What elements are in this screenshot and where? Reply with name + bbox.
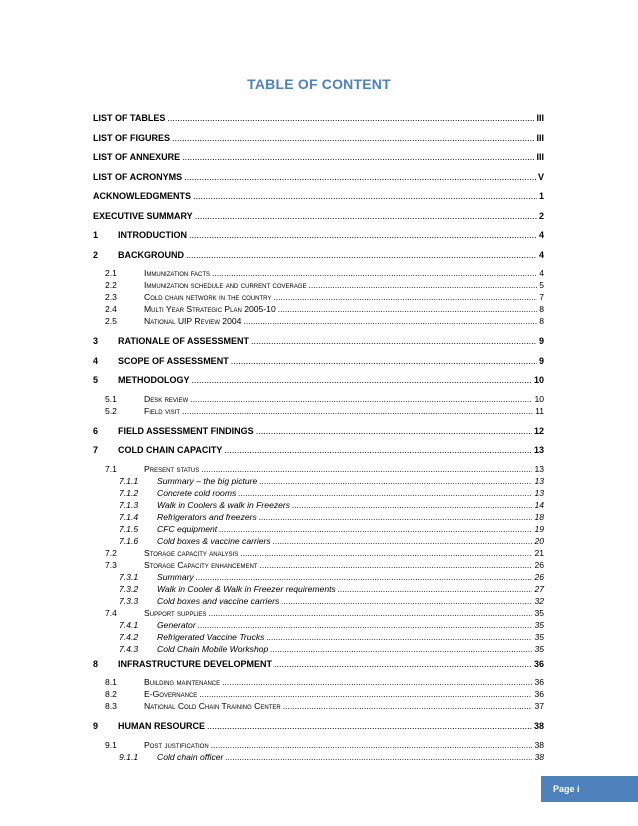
toc-entry[interactable] (93, 739, 544, 751)
toc-entry-label: CFC equipment (157, 523, 218, 534)
toc-entry-number: 8.1 (105, 677, 117, 687)
toc-entry[interactable] (93, 499, 544, 511)
toc-entry-label: SCOPE OF ASSESSMENT (118, 355, 229, 366)
toc-entry[interactable] (93, 607, 544, 619)
toc-dot-leader (273, 291, 537, 303)
toc-entry-number: 7.3.3 (119, 595, 139, 606)
toc-entry-label: METHODOLOGY (118, 375, 190, 385)
toc-entry-label: Cold chain network in the country (144, 292, 272, 302)
toc-entry-label: Desk review (144, 393, 189, 404)
toc-entry-label: Cold boxes and vaccine carriers (157, 595, 280, 606)
toc-dot-leader (198, 619, 533, 631)
toc-dot-leader (212, 267, 537, 279)
toc-entry[interactable] (93, 463, 544, 475)
toc-entry-page: 18 (534, 511, 544, 522)
toc-entry[interactable] (93, 405, 544, 417)
toc-dot-leader (211, 739, 533, 751)
toc-entry-label: Summary (157, 571, 194, 582)
toc-entry-number: 5.2 (105, 405, 117, 416)
toc-entry[interactable] (93, 315, 544, 327)
toc-dot-leader (251, 332, 537, 352)
toc-entry-label: Storage capacity analysis (144, 547, 239, 558)
toc-dot-leader (260, 559, 533, 571)
toc-entry-number: 7.1 (105, 463, 117, 474)
toc-entry-label: HUMAN RESOURCE (118, 721, 206, 731)
toc-dot-leader (256, 422, 532, 442)
toc-entry-label: Storage Capacity enhancement (144, 559, 258, 570)
toc-entry-number: 3 (93, 336, 99, 346)
toc-entry-label: E-Governance (144, 689, 198, 699)
toc-entry-label: Immunization facts (144, 268, 210, 278)
toc-dot-leader (238, 487, 532, 499)
toc-dot-leader (224, 441, 532, 461)
toc-entry-label: Field visit (144, 405, 180, 416)
toc-entry-label: COLD CHAIN CAPACITY (118, 445, 223, 455)
toc-dot-leader (278, 303, 537, 315)
toc-dot-leader (281, 595, 532, 607)
toc-dot-leader (274, 655, 532, 675)
toc-dot-leader (167, 109, 534, 129)
toc-entry-page: 13 (534, 475, 544, 486)
toc-entry-page: 13 (533, 445, 544, 455)
toc-entry-page: 35 (534, 619, 544, 630)
toc-dot-leader (283, 700, 533, 712)
toc-entry-number: 8 (93, 658, 99, 669)
toc-entry-number: 7.4.3 (119, 643, 139, 654)
toc-entry-label: Generator (157, 619, 196, 630)
toc-entry[interactable] (93, 332, 544, 352)
toc-entry-page: III (536, 152, 544, 162)
toc-entry-label: Walk in Cooler & Walk in Freezer requirements (157, 583, 336, 594)
toc-dot-leader (208, 607, 532, 619)
toc-dot-leader (182, 405, 533, 417)
toc-entry-label: Refrigerators and freezers (157, 511, 257, 522)
toc-entry-label: Cold chain officer (157, 751, 224, 762)
toc-entry-number: 2.4 (105, 304, 117, 314)
toc-entry-page: 35 (534, 643, 544, 654)
toc-entry-page: 26 (534, 571, 544, 582)
toc-entry[interactable] (93, 279, 544, 291)
toc-entry[interactable] (93, 187, 544, 207)
toc-entry-number: 7 (93, 445, 99, 455)
toc-entry[interactable] (93, 291, 544, 303)
toc-entry-label: LIST OF ANNEXURE (93, 152, 181, 162)
toc-dot-leader (309, 279, 538, 291)
toc-entry-label: National Cold Chain Training Center (144, 701, 281, 711)
toc-entry-number: 5.1 (105, 393, 117, 404)
toc-dot-leader (240, 547, 532, 559)
toc-entry-number: 4 (93, 355, 99, 366)
toc-dot-leader (222, 676, 532, 688)
toc-entry-label: Post justification (144, 739, 209, 750)
toc-entry-page: 14 (534, 499, 544, 510)
toc-entry-label: Multi Year Strategic Plan 2005-10 (144, 304, 276, 314)
toc-dot-leader (259, 511, 533, 523)
toc-dot-leader (219, 523, 532, 535)
toc-entry-number: 2.1 (105, 268, 117, 278)
toc-entry[interactable] (93, 643, 544, 655)
toc-entry[interactable] (93, 595, 544, 607)
toc-entry-number: 7.4.1 (119, 619, 139, 630)
toc-dot-leader (270, 643, 532, 655)
toc-entry-page: 27 (534, 583, 544, 594)
toc-entry-label: ACKNOWLEDGMENTS (93, 191, 191, 201)
toc-dot-leader (338, 583, 533, 595)
toc-dot-leader (259, 475, 532, 487)
toc-entry-number: 7.3.2 (119, 583, 139, 594)
toc-entry[interactable] (93, 619, 544, 631)
toc-entry[interactable] (93, 655, 544, 675)
toc-entry[interactable] (93, 535, 544, 547)
toc-entry[interactable] (93, 148, 544, 168)
toc-entry-page: 35 (534, 631, 544, 642)
toc-entry-label: INTRODUCTION (118, 230, 187, 240)
toc-dot-leader (190, 393, 532, 405)
toc-entry-page: 2 (538, 210, 544, 221)
toc-entry-label: INFRASTRUCTURE DEVELOPMENT (118, 658, 273, 669)
toc-entry[interactable] (93, 168, 544, 188)
toc-entry[interactable] (93, 717, 544, 737)
toc-dot-leader (201, 463, 532, 475)
page-title: TABLE OF CONTENT (247, 76, 391, 92)
toc-dot-leader (231, 352, 537, 372)
toc-entry-label: LIST OF FIGURES (93, 132, 171, 143)
toc-entry-number: 7.3 (105, 559, 117, 570)
toc-dot-leader (243, 315, 537, 327)
toc-entry-page: 1 (538, 191, 544, 201)
toc-dot-leader (189, 226, 537, 246)
toc-entry[interactable] (93, 487, 544, 499)
toc-entry-page: 19 (534, 523, 544, 534)
toc-entry-label: Summary – the big picture (157, 475, 258, 486)
toc-dot-leader (182, 148, 534, 168)
toc-entry-page: 5 (539, 280, 544, 290)
table-of-contents (93, 109, 544, 763)
toc-entry-page: 4 (538, 249, 544, 260)
toc-dot-leader (186, 246, 537, 266)
toc-entry-label: FIELD ASSESSMENT FINDINGS (118, 425, 254, 436)
toc-entry-page: III (536, 113, 544, 123)
toc-entry-label: Walk in Coolers & walk in Freezers (157, 499, 291, 510)
toc-entry-label: EXECUTIVE SUMMARY (93, 210, 193, 221)
toc-entry-number: 5 (93, 375, 99, 385)
toc-entry-number: 7.4.2 (119, 631, 139, 642)
toc-entry-page: III (536, 132, 544, 143)
toc-entry-number: 9.1.1 (119, 751, 139, 762)
toc-dot-leader (273, 535, 533, 547)
toc-entry-page: 36 (534, 677, 544, 687)
toc-entry-number: 9.1 (105, 739, 117, 750)
toc-entry-label: Cold Chain Mobile Workshop (157, 643, 269, 654)
toc-entry-label: National UIP Review 2004 (144, 316, 242, 326)
toc-dot-leader (172, 129, 534, 149)
toc-entry[interactable] (93, 583, 544, 595)
toc-entry-label: BACKGROUND (118, 249, 184, 260)
toc-entry-page: 13 (534, 487, 544, 498)
toc-entry[interactable] (93, 422, 544, 442)
toc-entry-page: 38 (534, 739, 544, 750)
toc-dot-leader (184, 168, 536, 188)
toc-entry-page: 9 (538, 355, 544, 366)
toc-entry-number: 7.2 (105, 547, 117, 558)
toc-entry-page: 8 (539, 316, 544, 326)
toc-dot-leader (193, 187, 537, 207)
toc-entry[interactable] (93, 109, 544, 129)
toc-entry-page: 32 (534, 595, 544, 606)
toc-entry-page: 10 (534, 393, 544, 404)
toc-entry-page: 38 (533, 721, 544, 731)
toc-dot-leader (199, 688, 532, 700)
toc-entry-number: 2.3 (105, 292, 117, 302)
toc-entry[interactable] (93, 352, 544, 372)
toc-entry[interactable] (93, 688, 544, 700)
toc-entry-number: 7.3.1 (119, 571, 139, 582)
toc-entry-number: 2.2 (105, 280, 117, 290)
toc-entry-number: 7.1.1 (119, 475, 139, 486)
toc-entry[interactable] (93, 751, 544, 763)
toc-entry[interactable] (93, 547, 544, 559)
toc-entry-page: 20 (534, 535, 544, 546)
toc-dot-leader (225, 751, 532, 763)
toc-entry[interactable] (93, 393, 544, 405)
toc-entry[interactable] (93, 129, 544, 149)
toc-entry[interactable] (93, 559, 544, 571)
toc-entry-label: Immunization schedule and current coverage (144, 280, 307, 290)
toc-dot-leader (207, 717, 532, 737)
toc-entry-page: 36 (534, 689, 544, 699)
toc-dot-leader (266, 631, 532, 643)
toc-dot-leader (292, 499, 532, 511)
toc-entry-label: Concrete cold rooms (157, 487, 237, 498)
toc-entry[interactable] (93, 441, 544, 461)
toc-entry-page: 21 (534, 547, 544, 558)
toc-entry-page: 35 (534, 607, 544, 618)
toc-entry-label: LIST OF ACRONYMS (93, 171, 183, 182)
toc-entry[interactable] (93, 371, 544, 391)
toc-entry-label: LIST OF TABLES (93, 113, 166, 123)
toc-entry-page: 37 (534, 701, 544, 711)
toc-entry-label: Building maintenance (144, 677, 221, 687)
toc-entry-label: Present status (144, 463, 200, 474)
toc-entry-number: 7.1.2 (119, 487, 139, 498)
toc-entry[interactable] (93, 676, 544, 688)
toc-entry-page: 11 (535, 405, 544, 416)
toc-entry[interactable] (93, 246, 544, 266)
toc-dot-leader (192, 371, 532, 391)
toc-entry[interactable] (93, 571, 544, 583)
toc-entry-page: 26 (534, 559, 544, 570)
toc-entry[interactable] (93, 226, 544, 246)
toc-dot-leader (196, 571, 533, 583)
toc-entry-page: 38 (534, 751, 544, 762)
toc-dot-leader (195, 207, 537, 227)
toc-entry-number: 2.5 (105, 316, 117, 326)
toc-entry-page: V (537, 171, 544, 182)
toc-entry-page: 4 (539, 268, 544, 278)
toc-entry-number: 9 (93, 721, 99, 731)
toc-entry-number: 7.4 (105, 607, 117, 618)
toc-entry[interactable] (93, 207, 544, 227)
toc-entry-number: 8.3 (105, 701, 117, 711)
toc-entry-number: 8.2 (105, 689, 117, 699)
toc-entry-page: 8 (539, 304, 544, 314)
toc-entry-page: 9 (538, 336, 544, 346)
toc-entry-page: 7 (539, 292, 544, 302)
toc-entry-number: 6 (93, 425, 99, 436)
toc-entry-label: Support supplies (144, 607, 207, 618)
toc-entry[interactable] (93, 700, 544, 712)
toc-entry-number: 1 (93, 230, 99, 240)
toc-entry-number: 7.1.6 (119, 535, 139, 546)
toc-entry-number: 7.1.4 (119, 511, 139, 522)
toc-entry-label: RATIONALE OF ASSESSMENT (118, 336, 250, 346)
toc-entry-page: 10 (533, 375, 544, 385)
toc-entry-label: Refrigerated Vaccine Trucks (157, 631, 265, 642)
toc-entry-number: 7.1.3 (119, 499, 139, 510)
toc-entry[interactable] (93, 475, 544, 487)
toc-entry-number: 2 (93, 249, 99, 260)
toc-entry[interactable] (93, 523, 544, 535)
toc-entry-page: 13 (534, 463, 544, 474)
toc-entry-label: Cold boxes & vaccine carriers (157, 535, 271, 546)
toc-entry-page: 4 (538, 230, 544, 240)
toc-entry[interactable] (93, 267, 544, 279)
toc-entry[interactable] (93, 631, 544, 643)
page-number-badge: Page i (541, 776, 638, 802)
toc-entry[interactable] (93, 303, 544, 315)
toc-entry-page: 36 (533, 658, 544, 669)
toc-entry-number: 7.1.5 (119, 523, 139, 534)
toc-entry[interactable] (93, 511, 544, 523)
toc-entry-page: 12 (533, 425, 544, 436)
